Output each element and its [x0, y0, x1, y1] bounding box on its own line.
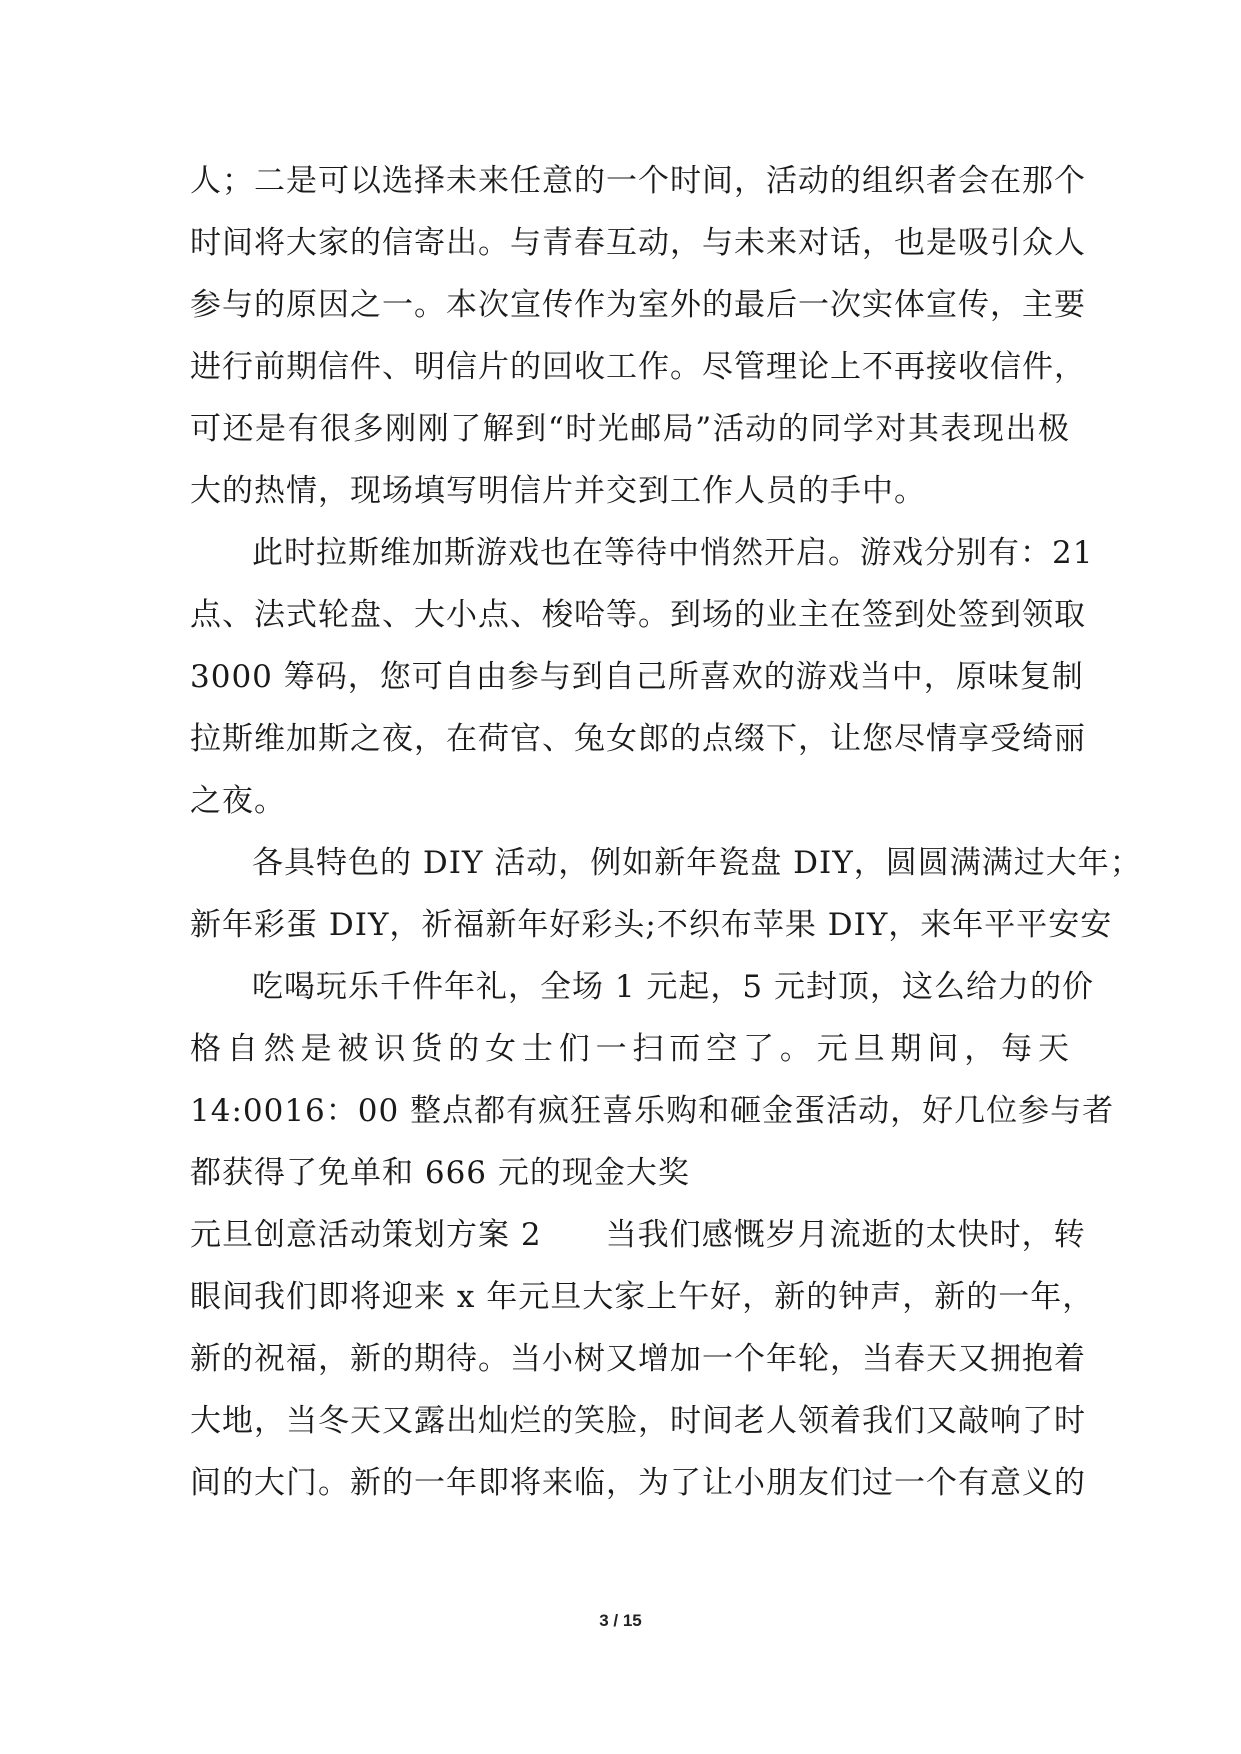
text-line: 之夜。: [190, 783, 286, 819]
paragraph-first-line: 吃喝玩乐千件年礼，全场 1 元起，5 元封顶，这么给力的价: [252, 969, 1095, 1005]
text-line: 格自然是被识货的女士们一扫而空了。元旦期间，每天: [190, 1031, 1070, 1067]
text-line: 时间将大家的信寄出。与青春互动，与未来对话，也是吸引众人: [190, 225, 1086, 261]
text-line: 参与的原因之一。本次宣传作为室外的最后一次实体宣传，主要: [190, 287, 1086, 323]
text-line: 可还是有很多刚刚了解到“时光邮局”活动的同学对其表现出极: [190, 411, 1070, 447]
text-line: 拉斯维加斯之夜，在荷官、兔女郎的点缀下，让您尽情享受绮丽: [190, 721, 1086, 757]
text-line: 眼间我们即将迎来 x 年元旦大家上午好，新的钟声，新的一年，: [190, 1279, 1095, 1315]
text-line: 14:0016：00 整点都有疯狂喜乐购和砸金蛋活动，好几位参与者: [190, 1093, 1115, 1129]
text-line: 新的祝福，新的期待。当小树又增加一个年轮，当春天又拥抱着: [190, 1341, 1086, 1377]
text-line: 间的大门。新的一年即将来临，为了让小朋友们过一个有意义的: [190, 1465, 1086, 1501]
text-line: 大的热情，现场填写明信片并交到工作人员的手中。: [190, 473, 926, 509]
paragraph-first-line: 各具特色的 DIY 活动，例如新年瓷盘 DIY，圆圆满满过大年；: [252, 845, 1142, 881]
text-line: 都获得了免单和 666 元的现金大奖: [190, 1155, 690, 1191]
section-heading-line: 元旦创意活动策划方案 2 当我们感慨岁月流逝的太快时，转: [190, 1217, 1086, 1253]
page-number: 3 / 15: [599, 1611, 642, 1630]
text-line: 大地，当冬天又露出灿烂的笑脸，时间老人领着我们又敲响了时: [190, 1403, 1086, 1439]
document-body: [190, 150, 1142, 1514]
text-line: 点、法式轮盘、大小点、梭哈等。到场的业主在签到处签到领取: [190, 597, 1086, 633]
text-line: 新年彩蛋 DIY，祈福新年好彩头;不织布苹果 DIY，来年平平安安: [190, 907, 1113, 943]
text-line: 3000 筹码，您可自由参与到自己所喜欢的游戏当中，原味复制: [190, 659, 1084, 695]
text-line: 人；二是可以选择未来任意的一个时间，活动的组织者会在那个: [190, 163, 1086, 199]
text-line: 进行前期信件、明信片的回收工作。尽管理论上不再接收信件，: [190, 349, 1086, 385]
paragraph-first-line: 此时拉斯维加斯游戏也在等待中悄然开启。游戏分别有：21: [252, 535, 1094, 571]
